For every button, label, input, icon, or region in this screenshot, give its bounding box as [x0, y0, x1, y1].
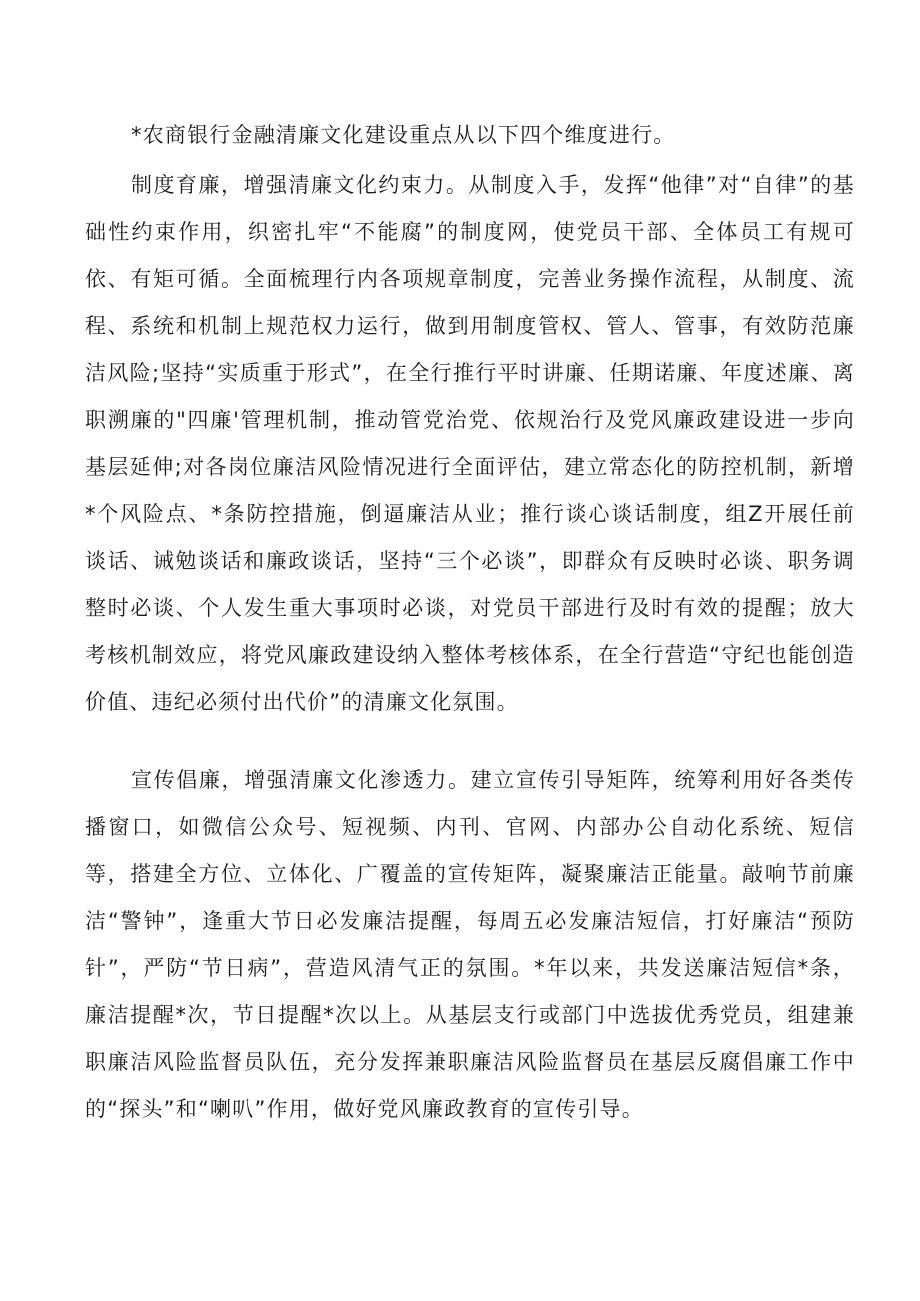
institution-integrity-paragraph: 制度育廉，增强清廉文化约束力。从制度入手，发挥“他律”对“自律”的基础性约束作用，织密扎牢“不能腐”的制度网，使党员干部、全体员工有规可依、有矩可循。全面梳理行内各项规章制度，完善业务操作流程，从制度、流程、系统和机制上规范权力运行，做到用制度管权、管人、管事，有效防范廉洁风险;坚持“实质重于形式”，在全行推行平时讲廉、任期诺廉、年度述廉、离职溯廉的"四廉'管理机制，推动管党治党、依规治行及党风廉政建设进一步向基层延伸;对各岗位廉洁风险情况进行全面评估，建立常态化的防控机制，新增*个风险点、*条防控措施，倒逼廉洁从业；推行谈心谈话制度，组Z开展任前谈话、诫勉谈话和廉政谈话，坚持“三个必谈”，即群众有反映时必谈、职务调整时必谈、个人发生重大事项时必谈，对党员干部进行及时有效的提醒；放大考核机制效应，将党风廉政建设纳入整体考核体系，在全行营造“守纪也能创造价值、违纪必须付出代价”的清廉文化氛围。 — [85, 173, 855, 714]
publicity-integrity-paragraph: 宣传倡廉，增强清廉文化渗透力。建立宣传引导矩阵，统筹利用好各类传播窗口，如微信公众号、短视频、内刊、官网、内部办公自动化系统、短信等，搭建全方位、立体化、广覆盖的宣传矩阵，凝聚廉洁正能量。敲响节前廉洁“警钟”，逢重大节日必发廉洁提醒，每周五必发廉洁短信，打好廉洁“预防针”，严防“节日病”，营造风清气正的氛围。*年以来，共发送廉洁短信*条，廉洁提醒*次，节日提醒*次以上。从基层支行或部门中选拔优秀党员，组建兼职廉洁风险监督员队伍，充分发挥兼职廉洁风险监督员在基层反腐倡廉工作中的“探头”和“喇叭”作用，做好党风廉政教育的宣传引导。 — [85, 768, 855, 1121]
intro-paragraph: *农商银行金融清廉文化建设重点从以下四个维度进行。 — [131, 123, 676, 147]
